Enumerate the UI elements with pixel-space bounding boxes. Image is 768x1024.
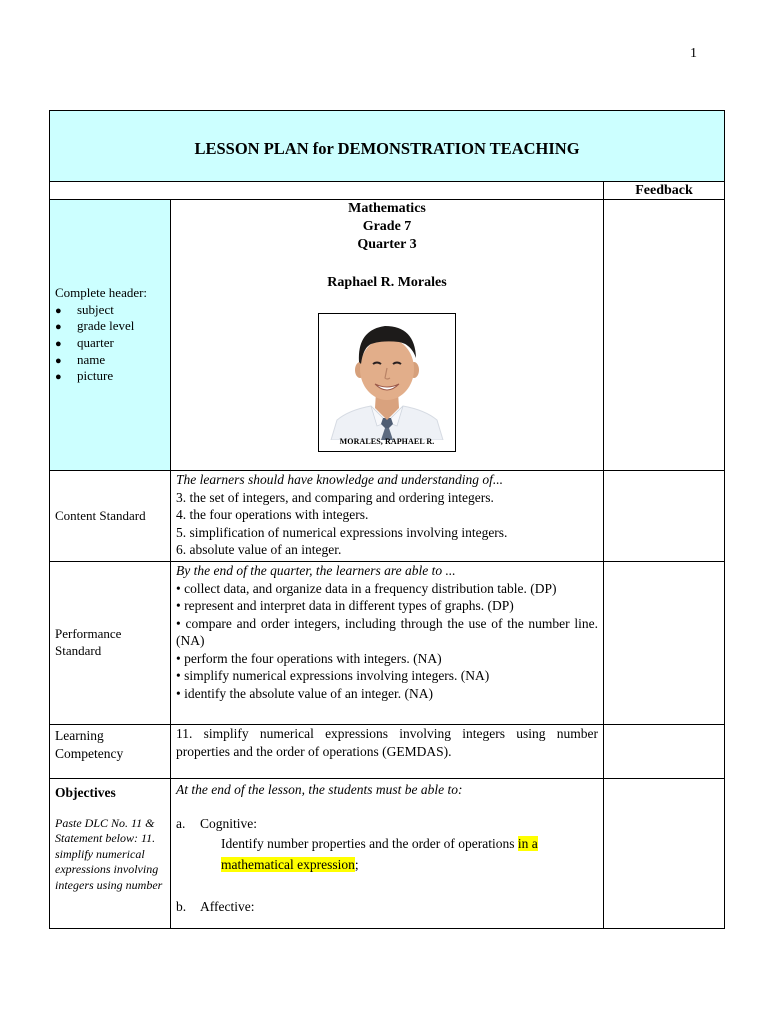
- portrait-image: [319, 314, 455, 440]
- list-item: • perform the four operations with integers. (NA): [176, 650, 442, 666]
- performance-standard-intro: By the end of the quarter, the learners are able to ...: [176, 563, 456, 578]
- list-item: ● name: [55, 351, 106, 367]
- page-number: 1: [690, 46, 697, 61]
- highlighted-text: in a mathematical expression: [221, 836, 538, 873]
- list-item: 4. the four operations with integers.: [176, 507, 369, 523]
- performance-standard-label: Performance Standard: [50, 562, 171, 725]
- feedback-cell: [604, 779, 725, 929]
- cognitive-label: Cognitive:: [200, 815, 257, 831]
- title-row: [50, 111, 725, 182]
- feedback-cell: [604, 200, 725, 471]
- bullet-icon: ●: [55, 354, 62, 367]
- objectives-label-cell: [50, 779, 171, 929]
- feedback-cell: [604, 725, 725, 779]
- photo-caption: MORALES, RAPHAEL R.: [339, 437, 435, 447]
- learning-competency-label: Learning Competency: [50, 725, 171, 779]
- affective-label: Affective:: [200, 898, 255, 914]
- list-item: a. Cognitive:: [176, 815, 257, 831]
- list-item: ● quarter: [55, 335, 114, 350]
- bullet-icon: ●: [55, 371, 62, 384]
- teacher-photo: [318, 313, 456, 452]
- objectives-label: Objectives: [55, 785, 116, 800]
- list-item: 5. simplification of numerical expressions involving integers.: [176, 524, 508, 540]
- objectives-note: Paste DLC No. 11 & Statement below: 11. simplify numerical expressions involving integers using number: [55, 815, 163, 892]
- feedback-cell: [604, 471, 725, 562]
- document-title: LESSON PLAN for DEMONSTRATION TEACHING: [50, 111, 725, 182]
- content-standard-label: Content Standard: [50, 471, 171, 562]
- feedback-header-row: [50, 182, 725, 200]
- list-item: 3. the set of integers, and comparing and ordering integers.: [176, 489, 494, 505]
- feedback-header: Feedback: [604, 182, 725, 200]
- grade-text: Grade 7: [362, 219, 412, 235]
- content-standard-cell: [171, 471, 604, 562]
- empty-header-cell: [50, 182, 604, 200]
- header-label-list: [55, 302, 165, 385]
- lesson-plan-table: [49, 110, 725, 929]
- quarter-text: Quarter 3: [357, 237, 417, 253]
- objectives-intro: At the end of the lesson, the students must be able to:: [176, 782, 463, 797]
- list-item: • represent and interpret data in different types of graphs. (DP): [176, 598, 514, 614]
- subject-text: Mathematics: [348, 201, 426, 216]
- list-item: ● picture: [55, 368, 114, 384]
- bullet-icon: ●: [55, 304, 62, 317]
- content-standard-row: [50, 471, 725, 562]
- list-item: ● subject: [55, 301, 114, 317]
- learning-competency-text: 11. simplify numerical expressions involving integers using number properties and the order of operations (GEMDAS).: [171, 725, 604, 779]
- header-info-row: [50, 200, 725, 471]
- teacher-name: Raphael R. Morales: [327, 274, 447, 290]
- performance-standard-row: [50, 562, 725, 725]
- performance-standard-cell: [171, 562, 604, 725]
- header-content-cell: [171, 200, 604, 471]
- content-standard-intro: The learners should have knowledge and understanding of...: [176, 472, 503, 487]
- learning-competency-row: [50, 725, 725, 779]
- header-label: Complete header:: [55, 285, 148, 301]
- list-item: 6. absolute value of an integer.: [176, 542, 342, 558]
- objectives-list: [176, 815, 598, 916]
- header-label-cell: [50, 200, 171, 471]
- list-item: • collect data, and organize data in a frequency distribution table. (DP): [176, 580, 557, 596]
- bullet-icon: ●: [55, 321, 62, 334]
- feedback-cell: [604, 562, 725, 725]
- list-item: ● grade level: [55, 318, 135, 334]
- objectives-cell: [171, 779, 604, 929]
- list-item: • identify the absolute value of an integer. (NA): [176, 685, 434, 701]
- objectives-row: [50, 779, 725, 929]
- list-item: • compare and order integers, including through the use of the number line. (NA): [176, 615, 598, 649]
- bullet-icon: ●: [55, 338, 62, 350]
- list-item: b. Affective:: [176, 898, 255, 914]
- list-item: • simplify numerical expressions involving integers. (NA): [176, 668, 490, 684]
- cognitive-text: Identify number properties and the order of operations in a mathematical expression;: [221, 836, 538, 873]
